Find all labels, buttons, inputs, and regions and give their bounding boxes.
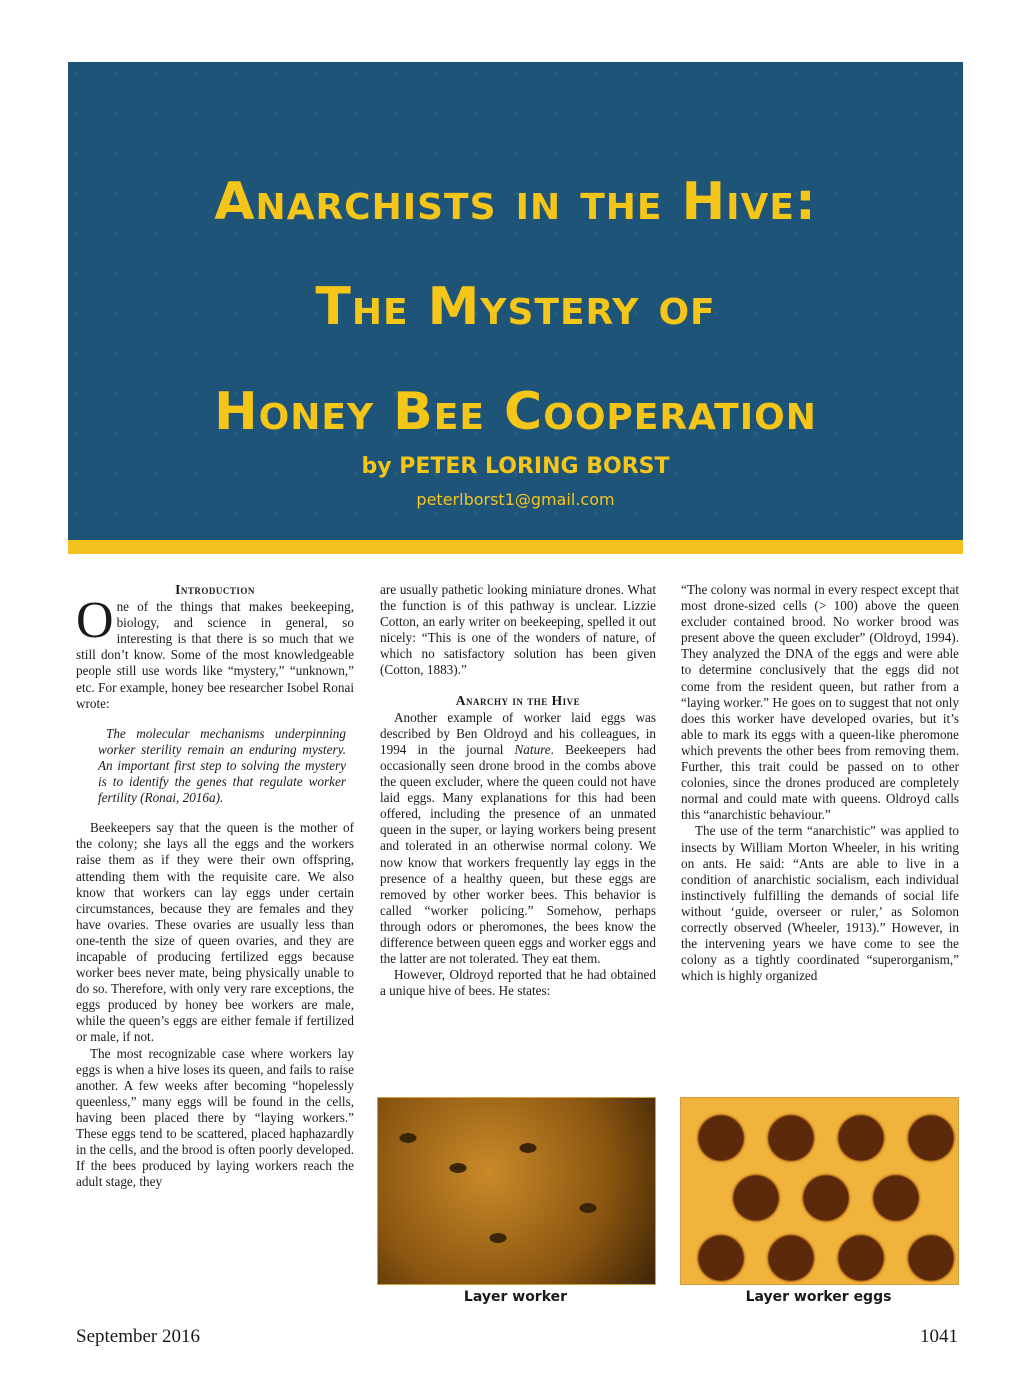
honeycomb-eggs-photo [680, 1097, 959, 1285]
body-text: Another example of worker laid eggs was described by Ben Oldroyd and his colleagues, in 1994 in the journal [380, 709, 656, 757]
footer-date: September 2016 [76, 1326, 201, 1347]
body-paragraph: are usually pathetic looking miniature drones. What the function is of this pathway is unclear. Lizzie Cotton, an early writer on beekeeping, spelled it out nicely: “This is one of the wonders of nature, of which no satisfactory solution has been given (Cotton, 1883).” [380, 582, 656, 678]
body-paragraph: “The colony was normal in every respect except that most drone-sized cells (> 100) above the queen excluder contained brood. No worker brood was present above the queen excluder” (Oldroyd, 1994). They analyzed the DNA of the eggs and were able to determine conclusively that the eggs did not come from the resident queen, but rather from a “laying worker.” He goes on to suggest that not only does this worker have developed ovaries, but it’s able to mark its eggs with a queen-like pheromone which prevents the other bees from removing them. Further, this trait could be passed on to other colonies, since the drones produced are completely normal and could mate with queens. Oldroyd calls this “anarchistic behaviour.” [681, 582, 959, 823]
author-byline: by PETER LORING BORST [361, 454, 670, 479]
body-paragraph: However, Oldroyd reported that he had obtained a unique hive of bees. He states: [380, 967, 656, 999]
section-heading-introduction: Introduction [175, 582, 255, 597]
intro-paragraph [76, 592, 354, 712]
body-paragraph: Beekeepers say that the queen is the mother of the colony; she lays all the eggs and the workers raise them as if they were their own offspring, attending them with the requisite care. We also know that workers can lay eggs under certain circumstances, because they are females and they have ovaries. These ovaries are usually less than one-tenth the size of queen ovaries, and they are incapable of producing fertilized eggs because worker bees never mate, being physically unable to do so. Therefore, with only very rare exceptions, the eggs produced by honey bee workers are male, while the queen’s eggs are either female if fertilized or male, if not. [76, 820, 354, 1045]
column-1 [76, 582, 354, 1190]
body-paragraph: The most recognizable case where workers lay eggs is when a hive loses its queen, and fails to raise another. A few weeks after becoming “hopelessly queenless,” many eggs will be found in the cells, having been placed there by “laying workers.” These eggs tend to be scattered, placed haphazardly in the cells, and the brood is often poorly developed. If the bees produced by laying workers reach the adult stage, they [76, 1045, 354, 1190]
photo-caption: Layer worker [463, 1289, 568, 1305]
photo-caption: Layer worker eggs [745, 1289, 892, 1305]
title-line-1: Anarchists in the Hive: [214, 172, 817, 232]
block-quote: The molecular mechanisms underpinning worker sterility remain an enduring mystery. An important first step to solving the mystery is to identify the genes that regulate worker fertility (Ronai, 2016a). [98, 725, 346, 806]
drop-cap: O [76, 592, 114, 650]
banner-stripe [68, 540, 963, 554]
title-line-3: Honey Bee Cooperation [214, 382, 817, 442]
body-paragraph: The use of the term “anarchistic” was applied to insects by William Morton Wheeler, in his writing on ants. He said: “Ants are able to live in a condition of anarchistic socialism, each individual instinctively fulfilling the demands of social life without ‘guide, overseer or ruler,’ as Solomon correctly observed (Wheeler, 1913).” However, in the intervening years we have come to see the colony as a tightly coordinated “superorganism,” which is highly organized [681, 823, 959, 984]
journal-name: Nature [514, 741, 551, 757]
body-paragraph [380, 710, 656, 968]
column-2 [380, 582, 656, 999]
author-email: peterlborst1@gmail.com [416, 490, 615, 509]
column-3 [681, 582, 959, 984]
intro-text: ne of the things that makes beekeeping, biology, and science in general, so interesting is that there is so much that we still don’t know. Some of the most knowledgeable people still use words like “mystery,” “unknown,” etc. For example, honey bee researcher Isobel Ronai wrote: [76, 599, 354, 711]
title-banner [68, 62, 963, 540]
body-text: . Beekeepers had occasionally seen drone brood in the combs above the queen excluder, where the queen could not have laid eggs. Many explanations for this had been offered, including the presence of an unmated queen in the super, or laying workers being present and tolerated in an otherwise normal colony. We now know that workers frequently lay eggs in the presence of a healthy queen, but these eggs are removed by other worker bees. This behavior is called “worker policing.” Somehow, perhaps through odors or pheromones, the bees know the difference between queen eggs and worker eggs and the latter are not tolerated. They eat them. [380, 741, 656, 967]
page-number: 1041 [920, 1326, 958, 1347]
title-line-2: The Mystery of [315, 277, 716, 337]
section-heading-anarchy: Anarchy in the Hive [455, 692, 581, 708]
bees-photo [377, 1097, 656, 1285]
